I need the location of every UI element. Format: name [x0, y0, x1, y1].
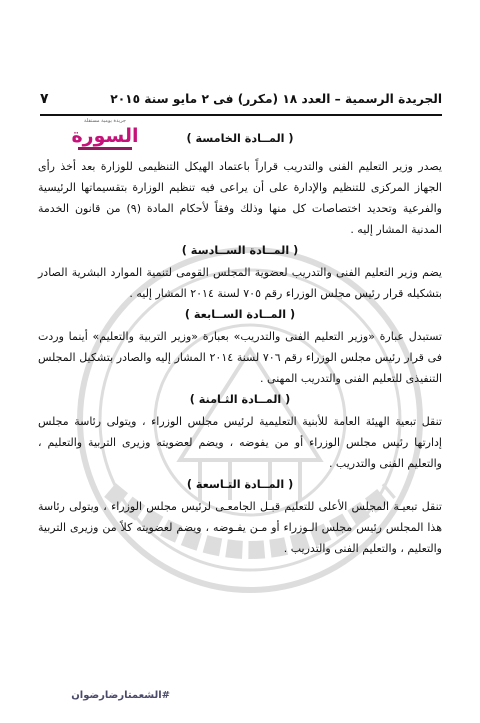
article-text: يضم وزير التعليم الفنى والتدريب لعضوية المجلس القومى لتنمية الموارد البشرية الصادر بتشكيله قرار رئيس مجلس الوزراء رقم ٧٠٥ لسنة ٢٠١٤ المشار إليه .	[38, 266, 442, 300]
article-7	[38, 304, 442, 389]
header-divider	[40, 114, 442, 116]
article-text: تستبدل عبارة «وزير التعليم الفنى والتدريب» بعبارة «وزير التربية والتعليم» أينما وردت فى قرار رئيس مجلس الوزراء رقم ٧٠٦ لسنة ٢٠١٤ المشار إليه والصادر بتشكيل المجلس التنفيذى للتعليم الفنى والتدريب المهنى .	[38, 330, 443, 385]
article-heading: ( المــادة الخامسة )	[186, 132, 294, 145]
article-heading: ( المــادة الســادسة )	[181, 244, 299, 257]
header-title: الجريدة الرسمية – العدد ١٨ (مكرر) فى ٢ مايو سنة ٢٠١٥	[110, 92, 442, 106]
article-6	[38, 240, 442, 304]
article-heading: ( المــادة التـاسعة )	[186, 478, 294, 491]
gazette-header	[40, 86, 442, 112]
article-5	[38, 128, 442, 240]
article-heading: ( المــادة الثـامنة )	[189, 393, 291, 406]
page-number: ٧	[40, 91, 49, 107]
logo-wordmark: السورة	[71, 125, 139, 147]
article-text: تنقل تبعيـة المجلس الأعلى للتعليم قبـل الجامعـى لرئيس مجلس الوزراء ، ويتولى رئاسة هذا المجلس رئيس مجلس الـوزراء أو مـن يفـوضه ، ويضم لعضويته كلاً من وزيرى التربية والتعليم ، والتعليم الفنى والتدريب .	[38, 500, 442, 555]
article-heading: ( المــادة الســابعة )	[184, 308, 296, 321]
article-8	[38, 389, 442, 474]
article-text: تنقل تبعية الهيئة العامة للأبنية التعليمية لرئيس مجلس الوزراء ، ويتولى رئاسة مجلس إدارتها رئيس مجلس الوزراء أو من يفوضه ، ويضم لعضويته وزيرى التربية والتعليم ، والتعليم الفنى والتدريب .	[38, 415, 442, 470]
logo-tagline: جريدة يومية مستقلة	[83, 118, 127, 124]
document-body	[38, 128, 442, 559]
footer-hashtag: #الشعمتارضارضوان	[71, 690, 170, 701]
article-text: يصدر وزير التعليم الفنى والتدريب قراراً باعتماد الهيكل التنظيمى للوزارة بعد أخذ رأى الجهاز المركزى للتنظيم والإدارة على أن يراعى فيه تنظيم الوزارة بتقسيماتها الرئيسية والفرعية وتحديد اختصاصات كل منها وذلك وفقاً لأحكام المادة (٩) من قانون الخدمة المدنية المشار إليه .	[38, 160, 442, 236]
article-9	[38, 474, 442, 559]
